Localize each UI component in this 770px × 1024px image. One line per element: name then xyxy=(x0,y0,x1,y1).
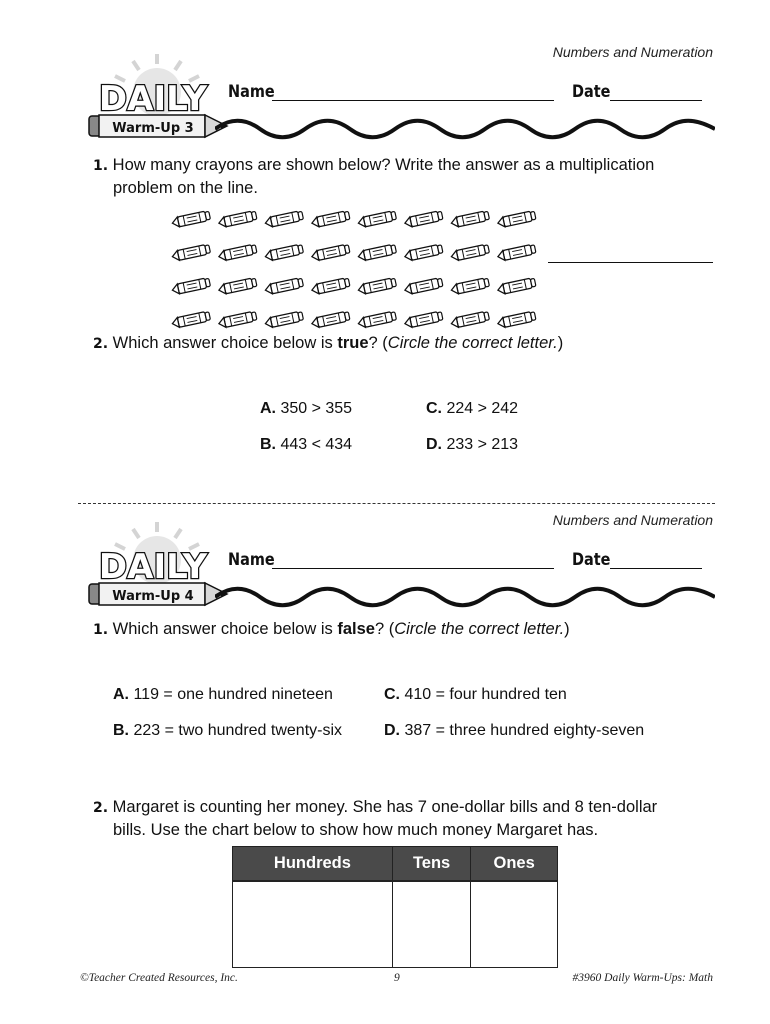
choice-text: 410 = four hundred ten xyxy=(404,686,567,703)
crayon-icon xyxy=(264,244,303,262)
header-hundreds: Hundreds xyxy=(233,847,393,882)
name-label: Name xyxy=(228,550,275,570)
w4-question-1 xyxy=(93,618,570,641)
crayon-icon xyxy=(311,244,350,262)
footer-page-number: 9 xyxy=(394,972,400,984)
subject-heading: Numbers and Numeration xyxy=(552,44,713,60)
choice-letter: B. xyxy=(260,436,276,453)
question-number: 2. xyxy=(93,800,109,816)
crayon-icon xyxy=(450,244,489,262)
crayon-icon xyxy=(497,210,536,228)
question-text-line2: bills. Use the chart below to show how much money Margaret has. xyxy=(113,821,599,839)
name-field[interactable] xyxy=(272,100,554,101)
crayon-icon xyxy=(497,277,536,295)
date-label: Date xyxy=(572,550,611,570)
question-text: ) xyxy=(557,334,564,352)
crayon-icon xyxy=(450,277,489,295)
choice-letter: B. xyxy=(113,722,129,739)
question-text: Which answer choice below is xyxy=(112,620,338,638)
choice-letter: C. xyxy=(426,400,442,417)
crayon-icon xyxy=(357,277,396,295)
cell-hundreds[interactable] xyxy=(233,881,393,968)
date-field[interactable] xyxy=(610,568,702,569)
choice-letter: D. xyxy=(384,722,400,739)
question-number: 1. xyxy=(93,622,109,638)
choice-text: 233 > 213 xyxy=(446,436,519,453)
date-field[interactable] xyxy=(610,100,702,101)
cut-line xyxy=(78,503,715,504)
question-number: 1. xyxy=(93,158,109,174)
crayon-icon xyxy=(311,210,350,228)
crayon-icon xyxy=(404,277,443,295)
footer-copyright: ©Teacher Created Resources, Inc. xyxy=(80,972,238,984)
choice-c[interactable] xyxy=(426,400,518,418)
question-number: 2. xyxy=(93,336,109,352)
choice-letter: D. xyxy=(426,436,442,453)
crayon-icon xyxy=(264,311,303,329)
crayon-icon xyxy=(497,311,536,329)
question-text-line1: Margaret is counting her money. She has 7 one-dollar bills and 8 ten-dollar xyxy=(112,798,658,816)
w3-question-2 xyxy=(93,332,563,355)
logo-warmup-text: Warm-Up 3 xyxy=(112,121,194,136)
question-text: Which answer choice below is xyxy=(112,334,338,352)
crayon-icon xyxy=(171,244,210,262)
crayon-grid xyxy=(170,205,540,330)
choice-b[interactable] xyxy=(113,722,342,740)
question-instruction: Circle the correct letter. xyxy=(387,334,558,352)
header-tens: Tens xyxy=(392,847,470,882)
choice-text: 119 = one hundred nineteen xyxy=(133,686,333,703)
footer-book-title: #3960 Daily Warm-Ups: Math xyxy=(572,972,713,984)
w4-question-2 xyxy=(93,796,733,841)
crayon-icon xyxy=(218,244,257,262)
subject-heading: Numbers and Numeration xyxy=(552,512,713,528)
crayon-icon xyxy=(218,210,257,228)
crayon-icon xyxy=(171,311,210,329)
crayon-icon xyxy=(218,311,257,329)
crayon-icon xyxy=(404,210,443,228)
logo-daily-text: DAILY xyxy=(98,79,208,119)
daily-warmup-logo xyxy=(85,520,230,616)
name-label: Name xyxy=(228,82,275,102)
crayon-icon xyxy=(497,244,536,262)
choice-b[interactable] xyxy=(260,436,352,454)
choice-letter: A. xyxy=(260,400,276,417)
daily-warmup-logo xyxy=(85,52,230,148)
choice-d[interactable] xyxy=(426,436,518,454)
cell-ones[interactable] xyxy=(471,881,558,968)
crayon-icon xyxy=(264,277,303,295)
question-text-line2: problem on the line. xyxy=(113,179,258,197)
answer-line[interactable] xyxy=(548,262,713,263)
choice-a[interactable] xyxy=(113,686,333,704)
question-text: ? ( xyxy=(368,334,388,352)
question-text: ) xyxy=(564,620,570,638)
choice-a[interactable] xyxy=(260,400,352,418)
choice-text: 223 = two hundred twenty-six xyxy=(133,722,343,739)
question-text: ? ( xyxy=(374,620,395,638)
crayon-icon xyxy=(404,311,443,329)
crayon-icon xyxy=(218,277,257,295)
crayon-icon xyxy=(171,210,210,228)
crayon-icon xyxy=(450,311,489,329)
w3-question-1 xyxy=(93,154,713,199)
crayon-icon xyxy=(357,210,396,228)
question-instruction: Circle the correct letter. xyxy=(394,620,565,638)
place-value-chart xyxy=(232,846,558,968)
choice-letter: A. xyxy=(113,686,129,703)
header-ones: Ones xyxy=(471,847,558,882)
name-field[interactable] xyxy=(272,568,554,569)
cell-tens[interactable] xyxy=(392,881,470,968)
wavy-divider xyxy=(215,586,715,608)
crayon-icon xyxy=(450,210,489,228)
wavy-divider xyxy=(215,118,715,140)
crayon-icon xyxy=(357,311,396,329)
date-label: Date xyxy=(572,82,611,102)
choice-text: 224 > 242 xyxy=(446,400,519,417)
choice-text: 387 = three hundred eighty-seven xyxy=(404,722,645,739)
logo-daily-text: DAILY xyxy=(98,547,208,587)
crayon-icon xyxy=(171,277,210,295)
question-keyword: false xyxy=(337,620,375,638)
logo-warmup-text: Warm-Up 4 xyxy=(112,589,194,604)
choice-c[interactable] xyxy=(384,686,567,704)
crayon-icon xyxy=(357,244,396,262)
choice-d[interactable] xyxy=(384,722,644,740)
choice-letter: C. xyxy=(384,686,400,703)
crayon-icon xyxy=(311,311,350,329)
question-keyword: true xyxy=(337,334,369,352)
question-text-line1: How many crayons are shown below? Write the answer as a multiplication xyxy=(112,156,655,174)
choice-text: 443 < 434 xyxy=(280,436,353,453)
choice-text: 350 > 355 xyxy=(280,400,353,417)
crayon-icon xyxy=(404,244,443,262)
crayon-icon xyxy=(311,277,350,295)
crayon-icon xyxy=(264,210,303,228)
